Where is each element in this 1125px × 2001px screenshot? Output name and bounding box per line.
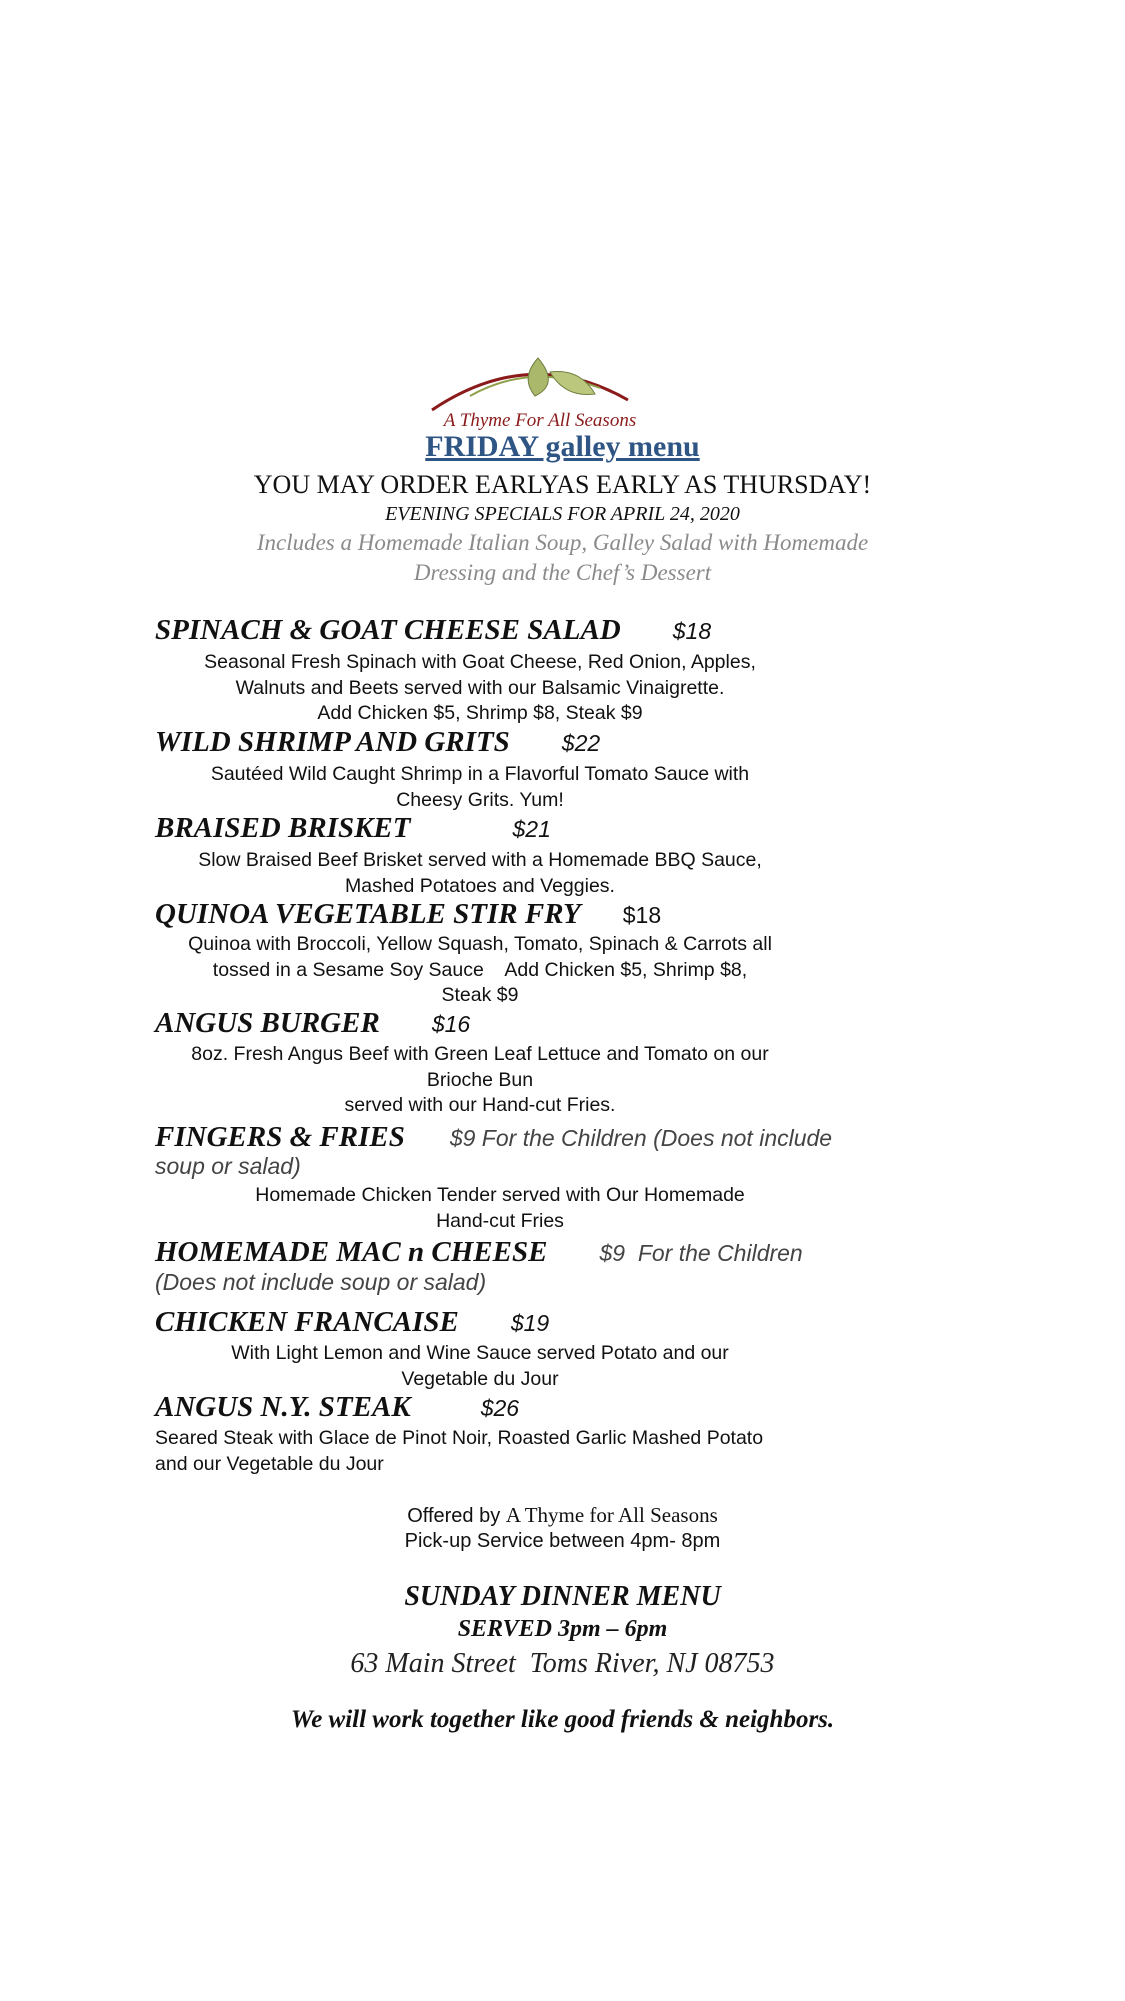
offered-by-line: Offered by A Thyme for All Seasons	[407, 1503, 718, 1527]
menu-item-description: 8oz. Fresh Angus Beef with Green Leaf Lettuce and Tomato on our Brioche Bun served with our Hand-cut Fries.	[191, 1043, 769, 1116]
menu-title: FRIDAY galley menu	[425, 430, 700, 463]
address: 63 Main Street Toms River, NJ 08753	[350, 1648, 775, 1679]
menu-item-note: (Does not include soup or salad)	[155, 1269, 487, 1295]
pickup-hours: Pick-up Service between 4pm- 8pm	[404, 1530, 721, 1552]
sunday-menu-heading: SUNDAY DINNER MENU	[404, 1581, 721, 1612]
menu-item-heading: QUINOA VEGETABLE STIR FRY $18	[155, 898, 662, 930]
order-early-notice: YOU MAY ORDER EARLYAS EARLY AS THURSDAY!	[253, 470, 872, 499]
menu-item-heading: ANGUS BURGER $16	[155, 1007, 471, 1039]
tagline: We will work together like good friends & neighbors.	[290, 1706, 835, 1733]
svg-text:A Thyme For All Seasons: A Thyme For All Seasons	[443, 410, 637, 430]
menu-item-description: Homemade Chicken Tender served with Our Homemade Hand-cut Fries	[255, 1184, 745, 1232]
menu-item-heading: CHICKEN FRANCAISE $19	[155, 1306, 550, 1338]
menu-item-heading: ANGUS N.Y. STEAK $26	[155, 1391, 520, 1423]
served-hours: SERVED 3pm – 6pm	[457, 1616, 668, 1642]
menu-item-description: Slow Braised Beef Brisket served with a Homemade BBQ Sauce, Mashed Potatoes and Veggies.	[198, 849, 762, 897]
menu-item-description: Seared Steak with Glace de Pinot Noir, Roasted Garlic Mashed Potato and our Vegetable du Jour	[155, 1427, 764, 1475]
menu-item-description: With Light Lemon and Wine Sauce served Potato and our Vegetable du Jour	[231, 1342, 729, 1390]
menu-item-note: soup or salad)	[155, 1153, 301, 1179]
menu-item-heading: BRAISED BRISKET $21	[155, 812, 551, 844]
menu-item-description: Quinoa with Broccoli, Yellow Squash, Tomato, Spinach & Carrots all tossed in a Sesame Soy Sauce Add Chicken $5, Shrimp $8, Steak $9	[188, 933, 772, 1006]
menu-item-heading: WILD SHRIMP AND GRITS $22	[155, 726, 601, 758]
menu-item-description: Seasonal Fresh Spinach with Goat Cheese, Red Onion, Apples, Walnuts and Beets served with our Balsamic Vinaigrette. Add Chicken $5, Shrimp $8, Steak $9	[204, 651, 756, 724]
restaurant-logo	[410, 348, 670, 430]
menu-item-heading: SPINACH & GOAT CHEESE SALAD $18	[155, 614, 712, 646]
menu-item-description: Sautéed Wild Caught Shrimp in a Flavorful Tomato Sauce with Cheesy Grits. Yum!	[210, 763, 750, 811]
menu-item-heading: FINGERS & FRIES $9 For the Children (Does not include	[155, 1121, 833, 1153]
menu-item-heading: HOMEMADE MAC n CHEESE $9 For the Children	[155, 1236, 803, 1268]
includes-note: Includes a Homemade Italian Soup, Galley Salad with Homemade Dressing and the Chef’s Dessert	[256, 530, 869, 585]
specials-date: EVENING SPECIALS FOR APRIL 24, 2020	[385, 503, 740, 525]
